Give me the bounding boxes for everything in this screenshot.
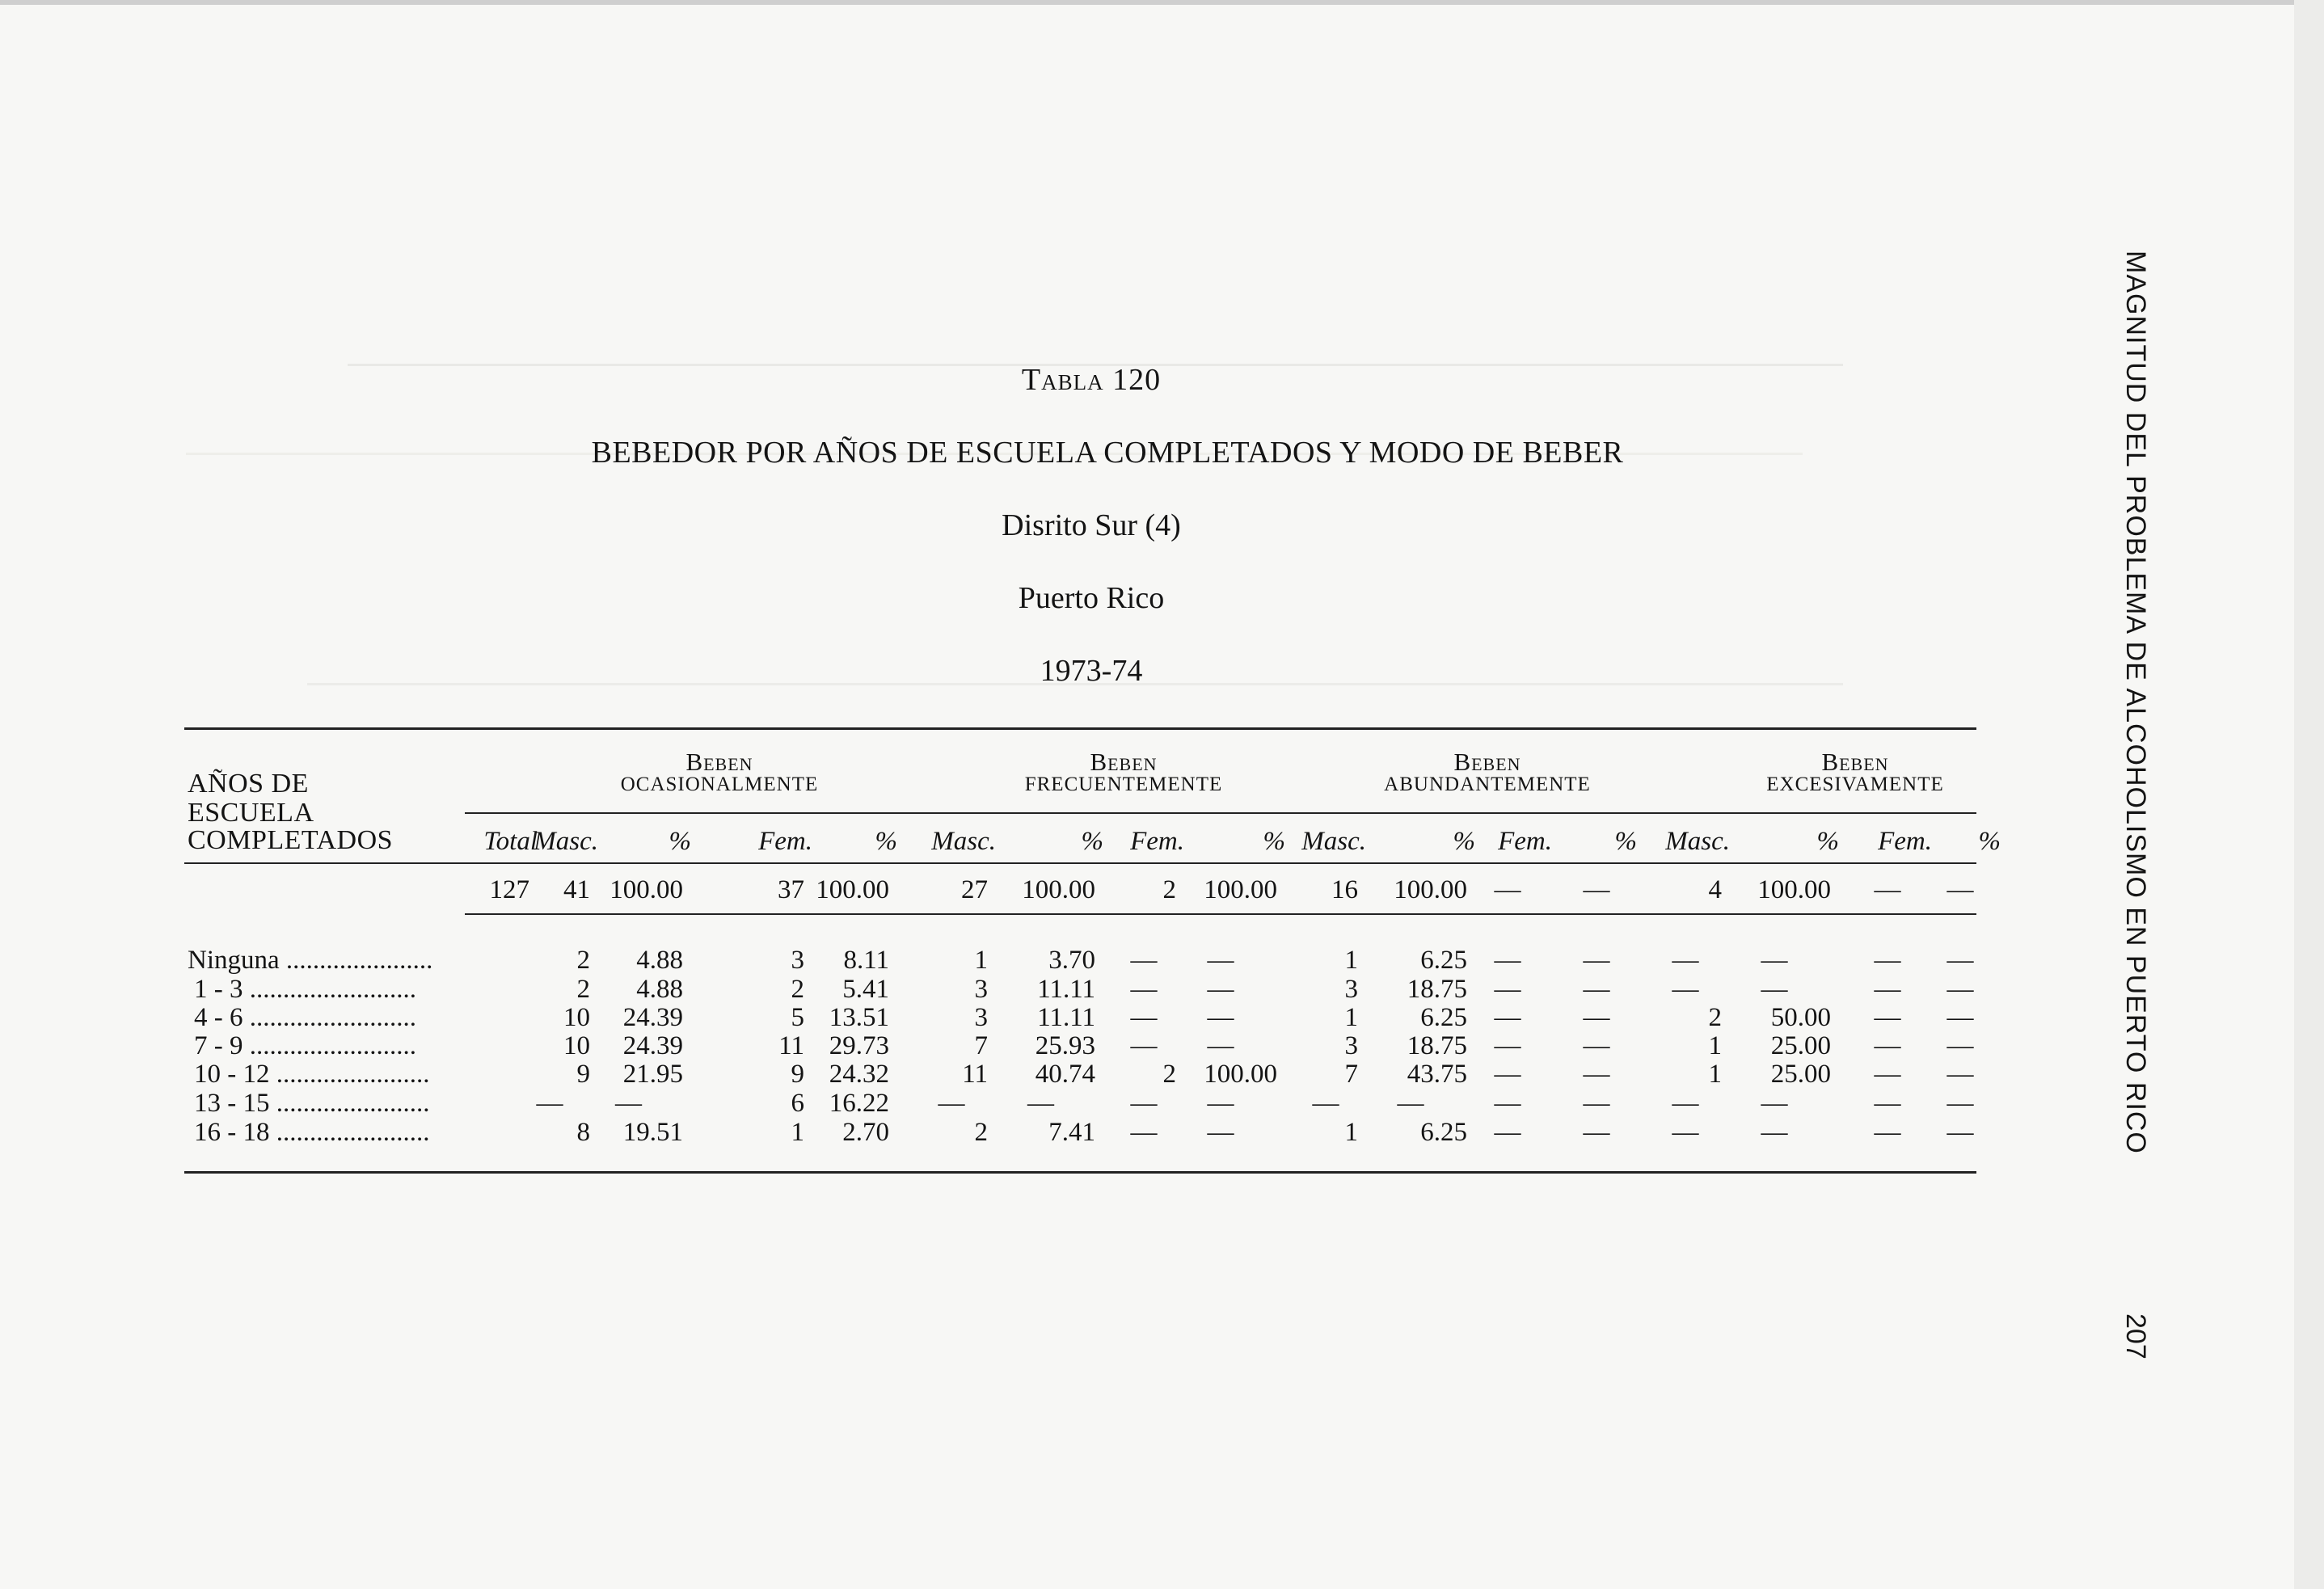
- table-cell: 25.00: [1770, 1060, 1831, 1089]
- table-cell: —: [1874, 1060, 1901, 1089]
- table-cell: 18.75: [1407, 1031, 1467, 1060]
- table-top-rule: [184, 727, 1976, 730]
- stub-header-line2: ESCUELA: [188, 798, 314, 828]
- table-cell: 100.00: [1204, 1060, 1277, 1089]
- totals-cell: —: [1947, 875, 1974, 904]
- table-cell: 11.11: [1037, 975, 1095, 1004]
- table-label-number: 120: [1112, 363, 1162, 397]
- column-header: Fem.: [1130, 827, 1184, 856]
- table-cell: 13.51: [829, 1003, 889, 1032]
- column-header: Masc.: [931, 827, 996, 856]
- table-cell: —: [1947, 1031, 1974, 1060]
- table-cell: 11: [778, 1031, 804, 1060]
- table-title: BEBEDOR POR AÑOS DE ESCUELA COMPLETADOS Y MODO DE BEBER: [591, 436, 1624, 470]
- table-cell: 3: [974, 975, 988, 1004]
- totals-cell: 100.00: [609, 875, 683, 904]
- column-header: %: [1081, 827, 1103, 856]
- table-cell: —: [1874, 975, 1901, 1004]
- group-mode: FRECUENTEMENTE: [1024, 773, 1223, 795]
- table-cell: 2: [576, 946, 590, 975]
- table-cell: 2: [791, 975, 804, 1004]
- group-word: Beben: [1453, 748, 1521, 776]
- running-title: MAGNITUD DEL PROBLEMA DE ALCOHOLISMO EN PUERTO RICO: [2120, 251, 2151, 1154]
- table-cell: —: [1874, 1118, 1901, 1147]
- table-cell: —: [1672, 1118, 1699, 1147]
- table-cell: 24.39: [622, 1003, 683, 1032]
- totals-cell: 4: [1708, 875, 1722, 904]
- table-cell: 3: [1344, 975, 1358, 1004]
- column-header: Total: [483, 827, 538, 856]
- table-cell: —: [1761, 1118, 1788, 1147]
- table-cell: 29.73: [829, 1031, 889, 1060]
- table-cell: 7: [974, 1031, 988, 1060]
- table-label: [922, 362, 1261, 398]
- table-cell: —: [1761, 1089, 1788, 1118]
- table-cell: —: [1494, 1089, 1521, 1118]
- column-header: Masc.: [534, 827, 598, 856]
- table-cell: 3.70: [1048, 946, 1095, 975]
- totals-cell: 127: [489, 875, 529, 904]
- table-cell: —: [1761, 975, 1788, 1004]
- table-cell: 21.95: [622, 1060, 683, 1089]
- table-cell: —: [1494, 1031, 1521, 1060]
- column-header: %: [669, 827, 691, 856]
- table-cell: —: [1130, 1089, 1158, 1118]
- column-header: %: [1614, 827, 1637, 856]
- row-label: 1 - 3 .........................: [194, 975, 416, 1004]
- group-header-ocasionalmente: [558, 748, 881, 796]
- stub-header-line1: AÑOS DE: [188, 769, 309, 799]
- table-cell: 5.41: [842, 975, 889, 1004]
- table-cell: 1: [1708, 1060, 1722, 1089]
- totals-cell: 100.00: [1022, 875, 1095, 904]
- table-cell: 25.00: [1770, 1031, 1831, 1060]
- table-cell: 24.39: [622, 1031, 683, 1060]
- table-cell: 19.51: [622, 1118, 683, 1147]
- table-cell: 4.88: [636, 946, 683, 975]
- running-head: [2119, 251, 2249, 1366]
- table-cell: 2: [1162, 1060, 1176, 1089]
- table-cell: —: [1494, 1118, 1521, 1147]
- table-subtitle-year: 1973-74: [1040, 654, 1143, 688]
- table-cell: 3: [791, 946, 804, 975]
- column-header: Masc.: [1301, 827, 1366, 856]
- table-cell: 11.11: [1037, 1003, 1095, 1032]
- row-label: Ninguna ......................: [188, 946, 433, 975]
- table-cell: —: [1494, 975, 1521, 1004]
- table-cell: 25.93: [1035, 1031, 1095, 1060]
- table-cell: 10: [563, 1031, 590, 1060]
- group-header-rule: [465, 812, 1976, 814]
- table-cell: —: [1672, 1089, 1699, 1118]
- scan-border: [0, 0, 2324, 5]
- totals-cell: 27: [961, 875, 988, 904]
- table-cell: —: [1947, 1003, 1974, 1032]
- table-cell: 2: [1708, 1003, 1722, 1032]
- table-cell: —: [1207, 1003, 1234, 1032]
- table-cell: 1: [974, 946, 988, 975]
- totals-cell: —: [1583, 875, 1610, 904]
- totals-cell: —: [1494, 875, 1521, 904]
- table-cell: 24.32: [829, 1060, 889, 1089]
- totals-cell: —: [1874, 875, 1901, 904]
- table-cell: —: [1207, 1118, 1234, 1147]
- table-cell: —: [1494, 1003, 1521, 1032]
- table-cell: —: [1130, 1031, 1158, 1060]
- column-header-rule: [184, 862, 1976, 864]
- table-cell: 1: [1708, 1031, 1722, 1060]
- row-label: 13 - 15 .......................: [194, 1089, 430, 1118]
- row-label: 10 - 12 .......................: [194, 1060, 430, 1089]
- table-subtitle-district: Disrito Sur (4): [1002, 508, 1181, 542]
- table-cell: —: [1947, 1089, 1974, 1118]
- table-bottom-rule: [184, 1171, 1976, 1174]
- table-cell: —: [1130, 946, 1158, 975]
- group-mode: ABUNDANTEMENTE: [1384, 773, 1591, 795]
- column-header: Masc.: [1665, 827, 1730, 856]
- table-cell: 7.41: [1048, 1118, 1095, 1147]
- table-cell: 43.75: [1407, 1060, 1467, 1089]
- table-cell: 2.70: [842, 1118, 889, 1147]
- table-cell: 18.75: [1407, 975, 1467, 1004]
- table-cell: —: [1583, 1031, 1610, 1060]
- table-cell: 1: [791, 1118, 804, 1147]
- table-cell: —: [1761, 946, 1788, 975]
- table-cell: —: [615, 1089, 642, 1118]
- row-label: 7 - 9 .........................: [194, 1031, 416, 1060]
- group-mode: OCASIONALMENTE: [620, 773, 819, 795]
- table-cell: 5: [791, 1003, 804, 1032]
- group-header-frecuentemente: [954, 748, 1293, 796]
- table-cell: —: [1312, 1089, 1339, 1118]
- table-cell: —: [1494, 946, 1521, 975]
- totals-cell: 100.00: [816, 875, 889, 904]
- table-cell: —: [1207, 1089, 1234, 1118]
- page-number: 207: [2120, 1313, 2151, 1359]
- totals-cell: 16: [1331, 875, 1358, 904]
- table-cell: —: [1207, 975, 1234, 1004]
- group-header-excesivamente: [1685, 748, 2025, 796]
- table-cell: —: [1583, 1118, 1610, 1147]
- table-cell: —: [1494, 1060, 1521, 1089]
- table-cell: —: [938, 1089, 965, 1118]
- row-label: 16 - 18 .......................: [194, 1118, 430, 1147]
- table-cell: —: [1207, 1031, 1234, 1060]
- table-cell: —: [1874, 1031, 1901, 1060]
- table-cell: 11: [962, 1060, 988, 1089]
- table-cell: —: [1583, 975, 1610, 1004]
- totals-cell: 2: [1162, 875, 1176, 904]
- group-word: Beben: [685, 748, 753, 776]
- row-label: 4 - 6 .........................: [194, 1003, 416, 1032]
- table-cell: 1: [1344, 1118, 1358, 1147]
- column-header: Fem.: [758, 827, 812, 856]
- table-cell: 1: [1344, 1003, 1358, 1032]
- column-header: %: [1453, 827, 1475, 856]
- group-word: Beben: [1090, 748, 1158, 776]
- stub-header-line3: COMPLETADOS: [188, 825, 394, 855]
- table-cell: 2: [576, 975, 590, 1004]
- column-header: %: [1978, 827, 2001, 856]
- table-cell: 8.11: [843, 946, 889, 975]
- totals-cell: 41: [563, 875, 590, 904]
- table-cell: 4.88: [636, 975, 683, 1004]
- table-cell: —: [1583, 1060, 1610, 1089]
- table-cell: 7: [1344, 1060, 1358, 1089]
- table-cell: 1: [1344, 946, 1358, 975]
- group-word: Beben: [1821, 748, 1889, 776]
- totals-rule: [465, 913, 1976, 915]
- table-cell: —: [1583, 946, 1610, 975]
- table-cell: 2: [974, 1118, 988, 1147]
- table-cell: —: [1397, 1089, 1424, 1118]
- table-cell: —: [1947, 1060, 1974, 1089]
- column-header: %: [1263, 827, 1285, 856]
- table-cell: 6.25: [1420, 1118, 1467, 1147]
- group-mode: EXCESIVAMENTE: [1766, 773, 1944, 795]
- table-cell: 6: [791, 1089, 804, 1118]
- column-header: Fem.: [1498, 827, 1552, 856]
- totals-cell: 100.00: [1394, 875, 1467, 904]
- table-cell: —: [1874, 946, 1901, 975]
- column-header: %: [1816, 827, 1839, 856]
- table-cell: 9: [576, 1060, 590, 1089]
- table-cell: 9: [791, 1060, 804, 1089]
- table-cell: 16.22: [829, 1089, 889, 1118]
- table-subtitle-country: Puerto Rico: [1018, 581, 1165, 615]
- table-cell: —: [1027, 1089, 1054, 1118]
- table-cell: 40.74: [1035, 1060, 1095, 1089]
- table-cell: —: [1130, 975, 1158, 1004]
- table-cell: 50.00: [1770, 1003, 1831, 1032]
- table-cell: 3: [974, 1003, 988, 1032]
- totals-cell: 37: [778, 875, 804, 904]
- totals-cell: 100.00: [1757, 875, 1831, 904]
- table-cell: —: [1207, 946, 1234, 975]
- table-label-prefix: Tabla: [1021, 363, 1104, 397]
- table-cell: 6.25: [1420, 1003, 1467, 1032]
- table-cell: 6.25: [1420, 946, 1467, 975]
- table-cell: —: [1947, 946, 1974, 975]
- totals-cell: 100.00: [1204, 875, 1277, 904]
- table-cell: —: [1874, 1089, 1901, 1118]
- table-cell: —: [1130, 1003, 1158, 1032]
- table-cell: 10: [563, 1003, 590, 1032]
- page-edge-shade: [2294, 0, 2324, 1589]
- group-header-abundantemente: [1310, 748, 1665, 796]
- table-cell: 8: [576, 1118, 590, 1147]
- column-header: Fem.: [1878, 827, 1932, 856]
- table-cell: —: [1874, 1003, 1901, 1032]
- table-cell: —: [1672, 975, 1699, 1004]
- table-cell: —: [1130, 1118, 1158, 1147]
- table-cell: —: [1583, 1003, 1610, 1032]
- table-cell: —: [1947, 975, 1974, 1004]
- column-header: %: [875, 827, 897, 856]
- table-cell: —: [1672, 946, 1699, 975]
- table-cell: 3: [1344, 1031, 1358, 1060]
- table-cell: —: [1583, 1089, 1610, 1118]
- table-cell: —: [536, 1089, 563, 1118]
- table-cell: —: [1947, 1118, 1974, 1147]
